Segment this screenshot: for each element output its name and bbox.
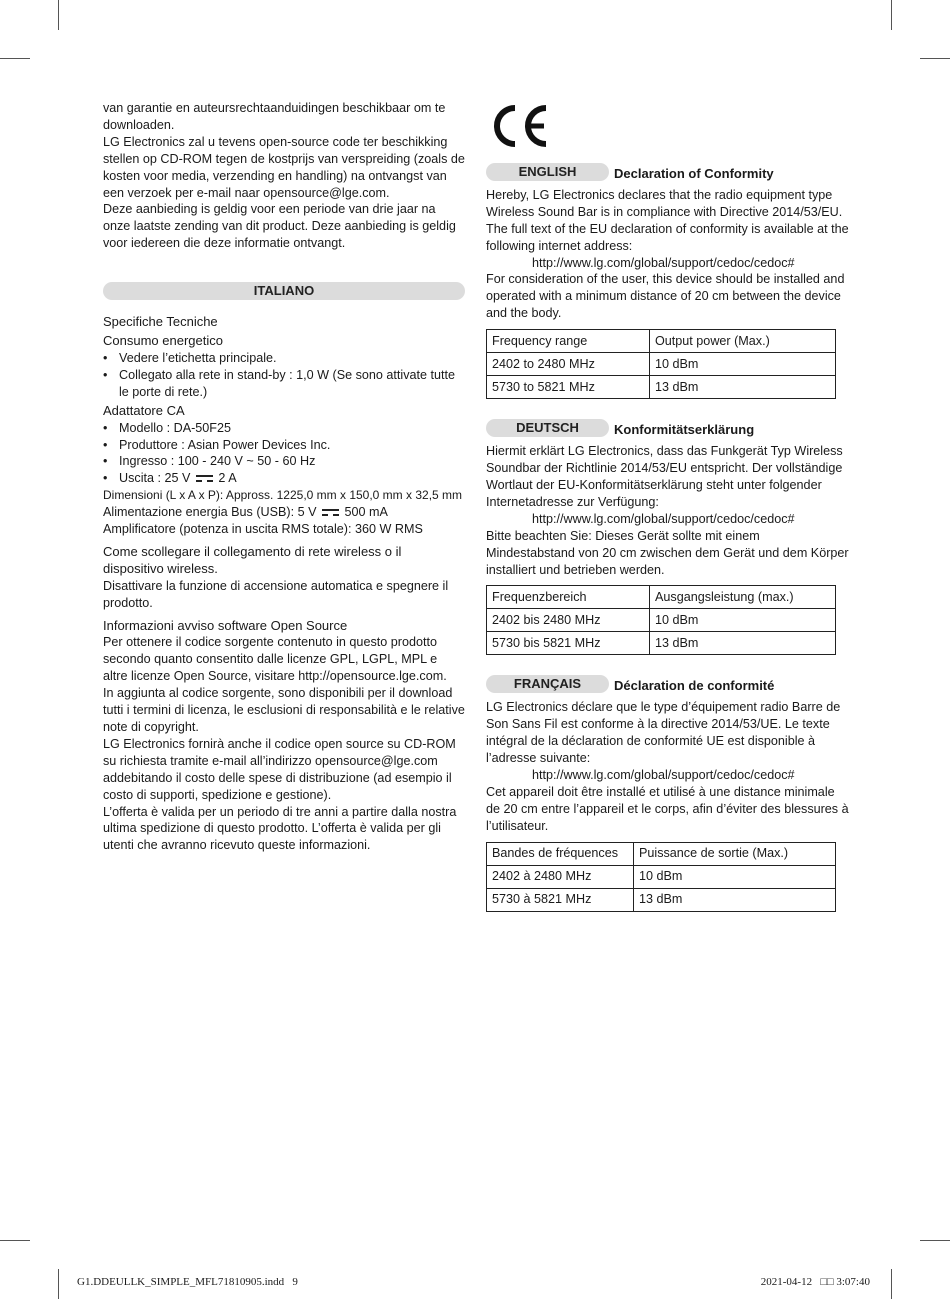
table-row xyxy=(487,376,836,399)
frequency-table xyxy=(486,842,836,912)
intro-paragraph: Deze aanbieding is geldig voor een periode van drie jaar na onze laatste zending van dit product. Deze aanbieding is geldig voor iedereen die deze informatie ontvangt. xyxy=(103,202,456,251)
wireless-heading: Come scollegare il collegamento di rete wireless o il dispositivo wireless. xyxy=(103,543,402,576)
power-heading: Consumo energetico xyxy=(103,333,223,349)
table-cell: 10 dBm xyxy=(634,865,836,888)
table-row xyxy=(487,353,836,376)
table-cell: 13 dBm xyxy=(650,376,836,399)
table-cell: 10 dBm xyxy=(650,609,836,632)
section-title: Konformitätserklärung xyxy=(614,422,755,438)
section-note: Cet appareil doit être installé et utilisé à une distance minimale de 20 cm entre l’appareil et le corps, afin d’éviter des blessures à l’utilisateur. xyxy=(486,784,849,833)
section-note: Bitte beachten Sie: Dieses Gerät sollte mit einem Mindestabstand von 20 cm zwischen dem Gerät und dem Körper installiert und betrieben werden. xyxy=(486,528,849,577)
table-cell: 5730 bis 5821 MHz xyxy=(487,632,650,655)
section-english xyxy=(486,163,850,399)
table-row xyxy=(487,842,836,865)
section-title: Déclaration de conformité xyxy=(614,678,775,694)
crop-mark-bottom-left-h xyxy=(0,1240,30,1241)
table-cell: 13 dBm xyxy=(634,888,836,911)
language-bar-english: ENGLISH xyxy=(486,163,609,181)
oss-paragraph: L’offerta è valida per un periodo di tre anni a partire dalla nostra ultima spedizione di questo prodotto. L’offerta è valida per gli utenti che avranno ricevuto queste informazioni. xyxy=(103,804,457,853)
table-row xyxy=(487,586,836,609)
intro-paragraph: van garantie en auteursrechtaanduidingen beschikbaar om te downloaden. xyxy=(103,101,446,132)
right-column xyxy=(486,100,850,932)
section-francais xyxy=(486,675,850,911)
table-header-cell: Ausgangsleistung (max.) xyxy=(650,586,836,609)
cedoc-url: http://www.lg.com/global/support/cedoc/cedoc# xyxy=(532,511,795,526)
table-row xyxy=(487,865,836,888)
section-title: Declaration of Conformity xyxy=(614,165,774,181)
section-header xyxy=(486,675,850,693)
table-header-cell: Frequency range xyxy=(487,330,650,353)
frequency-table xyxy=(486,585,836,655)
table-cell: 2402 to 2480 MHz xyxy=(487,353,650,376)
language-bar-francais: FRANÇAIS xyxy=(486,675,609,693)
left-column xyxy=(103,100,465,854)
amplifier: Amplificatore (potenza in uscita RMS totale): 360 W RMS xyxy=(103,522,423,537)
crop-mark-top-left-h xyxy=(0,58,30,59)
crop-mark-bottom-left-v xyxy=(58,1269,59,1299)
usb-power-prefix: Alimentazione energia Bus (USB): 5 V xyxy=(103,505,317,520)
table-cell: 5730 to 5821 MHz xyxy=(487,376,650,399)
section-text: Hereby, LG Electronics declares that the radio equipment type Wireless Sound Bar is in compliance with Directive 2014/53/EU. The full text of the EU declaration of conformity is available at the following internet address: xyxy=(486,187,849,253)
table-header-cell: Frequenzbereich xyxy=(487,586,650,609)
language-bar-deutsch: DEUTSCH xyxy=(486,419,609,437)
oss-paragraph: LG Electronics fornirà anche il codice open source su CD-ROM su richiesta tramite e-mail all’indirizzo opensource@lge.com addebitando il costo delle spese di distribuzione (ad esempio il costo di supporti, spedizione e gestione). xyxy=(103,736,456,802)
table-cell: 2402 à 2480 MHz xyxy=(487,865,634,888)
crop-mark-top-right-v xyxy=(891,0,892,30)
dc-symbol-icon xyxy=(322,508,339,517)
ce-mark-icon xyxy=(488,102,552,150)
table-cell: 2402 bis 2480 MHz xyxy=(487,609,650,632)
adapter-output-prefix: Uscita : 25 V xyxy=(119,471,191,486)
oss-heading: Informazioni avviso software Open Source xyxy=(103,617,348,633)
list-item: • Collegato alla rete in stand-by : 1,0 W (Se sono attivate tutte le porte di rete.) xyxy=(119,367,465,401)
footer-timestamp: 2021-04-12 □□ 3:07:40 xyxy=(760,1276,870,1288)
adapter-heading: Adattatore CA xyxy=(103,402,185,418)
language-bar-italiano: ITALIANO xyxy=(103,282,465,300)
section-header xyxy=(486,163,850,181)
table-header-cell: Bandes de fréquences xyxy=(487,842,634,865)
wireless-text: Disattivare la funzione di accensione automatica e spegnere il prodotto. xyxy=(103,578,449,610)
crop-mark-bottom-right-h xyxy=(920,1240,950,1241)
list-item: • Ingresso : 100 - 240 V ~ 50 - 60 Hz xyxy=(119,453,465,470)
section-deutsch xyxy=(486,419,850,655)
cedoc-url: http://www.lg.com/global/support/cedoc/cedoc# xyxy=(532,768,795,783)
table-header-cell: Output power (Max.) xyxy=(650,330,836,353)
adapter-output-suffix: 2 A xyxy=(218,471,237,486)
table-header-cell: Puissance de sortie (Max.) xyxy=(634,842,836,865)
table-cell: 5730 à 5821 MHz xyxy=(487,888,634,911)
list-item: • Vedere l’etichetta principale. xyxy=(119,350,465,367)
cedoc-url: http://www.lg.com/global/support/cedoc/cedoc# xyxy=(532,255,795,270)
table-row xyxy=(487,888,836,911)
section-header xyxy=(486,419,850,437)
oss-paragraph: In aggiunta al codice sorgente, sono disponibili per il download tutti i termini di licenza, le esclusioni di responsabilità e le relative note di copyright. xyxy=(103,686,465,734)
adapter-list xyxy=(103,420,465,488)
crop-mark-top-left-v xyxy=(58,0,59,30)
list-item: • Produttore : Asian Power Devices Inc. xyxy=(119,437,465,454)
oss-paragraph: Per ottenere il codice sorgente contenuto in questo prodotto secondo quanto consentito dalle licenze GPL, LGPL, MPL e altre licenze Open Source, visitare http://opensource.lge.com. xyxy=(103,635,447,684)
intro-paragraph: LG Electronics zal u tevens open-source code ter beschikking stellen op CD-ROM tegen de kostprijs van verspreiding (zoals de kosten voor media, verzending en handling) na ontvangst van een verzoek per e-mail naar opensource@lge.com. xyxy=(103,134,465,200)
table-cell: 10 dBm xyxy=(650,353,836,376)
usb-power-suffix: 500 mA xyxy=(344,505,388,520)
table-cell: 13 dBm xyxy=(650,632,836,655)
frequency-table xyxy=(486,329,836,399)
section-note: For consideration of the user, this device should be installed and operated with a minimum distance of 20 cm between the device and the body. xyxy=(486,272,845,321)
section-text: LG Electronics déclare que le type d’équipement radio Barre de Son Sans Fil est conforme à la directive 2014/53/UE. Le texte intégral de la déclaration de conformité UE est disponible à l’adresse suivante: xyxy=(486,700,841,766)
power-list xyxy=(103,350,465,401)
dc-symbol-icon xyxy=(196,474,213,483)
table-row xyxy=(487,330,836,353)
section-text: Hiermit erklärt LG Electronics, dass das Funkgerät Typ Wireless Soundbar der Richtlinie 2014/53/EU entspricht. Der vollständige Wortlaut der EU-Konformitätserklärung steht unter folgender Internetadresse zur Verfügung: xyxy=(486,444,843,509)
footer-filename: G1.DDEULLK_SIMPLE_MFL71810905.indd 9 xyxy=(77,1276,298,1288)
usb-power xyxy=(103,504,465,521)
crop-mark-bottom-right-v xyxy=(891,1269,892,1299)
crop-mark-top-right-h xyxy=(920,58,950,59)
table-row xyxy=(487,609,836,632)
dimensions: Dimensioni (L x A x P): Appross. 1225,0 mm x 150,0 mm x 32,5 mm xyxy=(103,488,463,503)
list-item xyxy=(119,470,465,487)
list-item: • Modello : DA-50F25 xyxy=(119,420,465,437)
spec-heading: Specifiche Tecniche xyxy=(103,314,218,330)
table-row xyxy=(487,632,836,655)
